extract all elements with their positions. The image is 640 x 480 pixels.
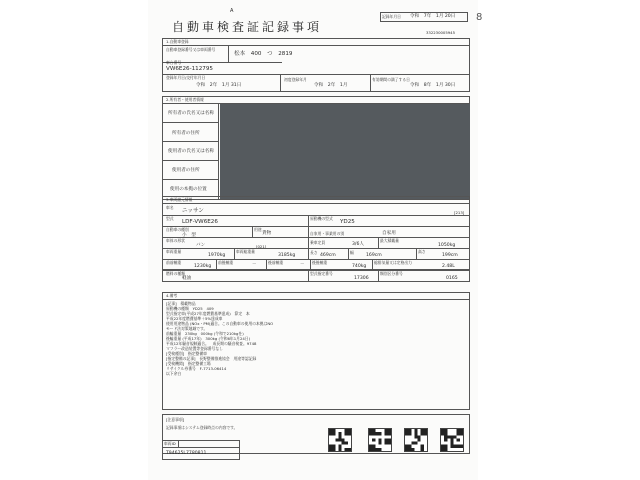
sec1-heading: 1.自動車登録 bbox=[166, 39, 189, 44]
vin-value: VW6E26-112795 bbox=[166, 66, 213, 72]
gross-label: 車両総重量 bbox=[236, 249, 255, 254]
divider bbox=[308, 248, 309, 259]
front-rear-axle-value: － bbox=[252, 262, 257, 267]
reg-number-label: 自動車登録番号又は車両番号 bbox=[166, 47, 216, 52]
qr-code-icon bbox=[440, 428, 464, 452]
use-label: 用途 bbox=[254, 227, 262, 232]
reg-number-value: 松本 400 つ 2819 bbox=[234, 51, 293, 57]
remark-line: モード法対策地域です。 bbox=[166, 326, 208, 331]
notes-text: 記録事項はシステム登録時点の内容です。 bbox=[166, 425, 238, 430]
divider bbox=[162, 122, 218, 123]
body-code: [021] bbox=[256, 244, 267, 249]
class-label: 自動車の種別 bbox=[166, 227, 189, 232]
divider bbox=[162, 141, 218, 142]
qr-code-icon bbox=[404, 428, 428, 452]
remark-line: [受検種別] 指定整備車 bbox=[166, 351, 207, 356]
sec4-heading: 4.備考 bbox=[166, 293, 178, 298]
width-label: 幅 bbox=[350, 250, 354, 255]
divider bbox=[234, 248, 235, 259]
purpose-value: 自家用 bbox=[382, 231, 396, 236]
vehicle-id-label: 車両ID bbox=[164, 441, 176, 446]
divider bbox=[416, 248, 417, 259]
user-name-label: 使用者の氏名又は名称 bbox=[168, 149, 214, 154]
front-axle-value: 1230kg bbox=[194, 264, 212, 269]
remark-line: 以下余白 bbox=[166, 371, 182, 376]
width-value: 169cm bbox=[366, 253, 382, 258]
rear-axle-label: 後後軸重 bbox=[312, 260, 328, 265]
engine-value: YD25 bbox=[340, 219, 355, 225]
divider bbox=[218, 103, 219, 200]
rear-front-axle-value: － bbox=[300, 262, 305, 267]
divider bbox=[310, 259, 311, 270]
owner-address-label: 所有者の住所 bbox=[172, 131, 200, 136]
divider bbox=[162, 74, 470, 75]
divider bbox=[162, 447, 240, 448]
gross-value: 3185kg bbox=[278, 253, 296, 258]
remark-line: 平成12年騒音規制適合。 成長期の騒音検査。9748 bbox=[166, 341, 257, 346]
divider bbox=[162, 226, 470, 227]
record-date-value: 令和 7年 1月 20日 bbox=[410, 14, 456, 19]
document-title: 自動車検査証記録事項 bbox=[172, 20, 323, 34]
weight-value: 1970kg bbox=[208, 253, 226, 258]
remark-line: マフラー改造装置等登録番号なし bbox=[166, 346, 223, 351]
use-value: 貨物 bbox=[262, 231, 272, 236]
base-location-label: 使用の本拠の位置 bbox=[170, 187, 207, 192]
purpose-label: 自家用・事業用の別 bbox=[310, 231, 345, 236]
model-value: LDF-VW6E26 bbox=[182, 219, 218, 225]
divider bbox=[228, 45, 229, 62]
divider bbox=[162, 179, 218, 180]
divider bbox=[372, 259, 373, 270]
height-label: 高さ bbox=[418, 249, 426, 254]
sec2-heading: 2.所有者・使用者情報 bbox=[166, 97, 204, 102]
model-code-value: 17306 bbox=[354, 276, 369, 281]
maker-label: 車名 bbox=[166, 205, 174, 210]
remark-line: [指定整備の記事] 長野整備推進協会 用途等認記録 bbox=[166, 356, 257, 361]
rear-axle-value: 740kg bbox=[352, 264, 367, 269]
redaction-block bbox=[220, 104, 470, 199]
remark-line: 後輪重量 (平成17年) 300kg (令和6年1月24日) bbox=[166, 336, 251, 341]
remark-line: 使用用途物品 (NOx・PM)適合。この自動車の使用の本拠はNO bbox=[166, 321, 274, 326]
length-value: 469cm bbox=[320, 253, 336, 258]
first-reg-value: 令和 2年 1月 31日 bbox=[196, 83, 242, 88]
category-value: 0165 bbox=[446, 276, 458, 281]
height-value: 199cm bbox=[442, 253, 458, 258]
capacity-value: 3/6人 bbox=[352, 242, 364, 247]
remark-line: 前輪重量 230kg 000kg (令和で210kgを) bbox=[166, 331, 244, 336]
displacement-value: 2.48L bbox=[442, 264, 455, 269]
expiry-label: 有効期間の満了する日 bbox=[372, 77, 410, 82]
front-axle-label: 前前軸重 bbox=[166, 260, 182, 265]
remark-line: 型式指定車(平成27年度燃費基準達成) 算定 本 bbox=[166, 311, 250, 316]
first-year-value: 令和 2年 1月 bbox=[314, 83, 348, 88]
remark-line: [受検機関] 指定整備工場 bbox=[166, 361, 211, 366]
vehicle-id-value: T94625L7780811 bbox=[166, 451, 207, 456]
notes-heading: [注意事項] bbox=[166, 417, 185, 422]
capacity-label: 乗車定員 bbox=[310, 240, 326, 245]
length-label: 長さ bbox=[310, 250, 318, 255]
qr-code-icon bbox=[328, 428, 352, 452]
remark-line: 平成22年度燃費基準＋5%達成車 bbox=[166, 316, 223, 321]
qr-code-icon bbox=[368, 428, 392, 452]
displacement-label: 総排気量又は定格出力 bbox=[374, 260, 412, 265]
maker-value: ニッサン bbox=[182, 208, 204, 214]
divider bbox=[216, 259, 217, 270]
fuel-label: 燃料の種類 bbox=[166, 271, 185, 276]
header-mark: A bbox=[230, 8, 234, 14]
divider bbox=[308, 226, 309, 237]
expiry-value: 令和 8年 1月 30日 bbox=[410, 83, 456, 88]
divider bbox=[308, 215, 309, 226]
remark-line: 原動機の種類 YD25 409 bbox=[166, 306, 214, 311]
sec3-heading: 3.車両諸元情報 bbox=[166, 197, 193, 202]
weight-label: 車両重量 bbox=[166, 249, 182, 254]
engine-label: 原動機の型式 bbox=[310, 216, 333, 221]
divider bbox=[162, 237, 470, 238]
divider bbox=[162, 299, 470, 300]
category-label: 類別区分番号 bbox=[380, 271, 403, 276]
user-address-label: 使用者の住所 bbox=[172, 168, 200, 173]
owner-name-label: 所有者の氏名又は名称 bbox=[168, 111, 214, 116]
class-value: 小 型 bbox=[182, 233, 196, 238]
divider bbox=[266, 259, 267, 270]
handwritten-mark: 8 bbox=[476, 12, 483, 23]
divider bbox=[280, 74, 281, 92]
fuel-value: 軽油 bbox=[182, 276, 192, 281]
divider bbox=[378, 237, 379, 248]
maker-code: [213] bbox=[454, 210, 465, 215]
body-value: バン bbox=[196, 243, 206, 248]
document-page bbox=[148, 0, 483, 480]
divider bbox=[252, 226, 253, 237]
max-load-value: 1050kg bbox=[438, 243, 456, 248]
model-code-label: 型式指定番号 bbox=[310, 271, 333, 276]
divider bbox=[178, 440, 179, 447]
divider bbox=[162, 203, 470, 204]
first-year-label: 初度登録年月 bbox=[284, 77, 307, 82]
divider bbox=[378, 270, 379, 282]
body-label: 車体の形状 bbox=[166, 238, 185, 243]
serial-number: 332230005945 bbox=[426, 30, 455, 35]
max-load-label: 最大積載量 bbox=[380, 238, 399, 243]
rear-front-axle-label: 後前軸重 bbox=[268, 260, 284, 265]
divider bbox=[308, 237, 309, 248]
divider bbox=[162, 160, 218, 161]
remark-line: リサイクル券番号 F-7713-06414 bbox=[166, 366, 227, 371]
divider bbox=[348, 248, 349, 259]
front-rear-axle-label: 前後軸重 bbox=[218, 260, 234, 265]
divider bbox=[308, 270, 309, 282]
divider bbox=[162, 45, 470, 46]
vin-label: 車台番号 bbox=[166, 60, 182, 65]
model-label: 型式 bbox=[166, 216, 174, 221]
first-reg-label: 登録年月日/交付年月日 bbox=[166, 75, 206, 80]
record-date-label: 記録年月日 bbox=[382, 14, 401, 19]
divider bbox=[370, 74, 371, 92]
remark-line: [記事] 積載物品 bbox=[166, 301, 196, 306]
